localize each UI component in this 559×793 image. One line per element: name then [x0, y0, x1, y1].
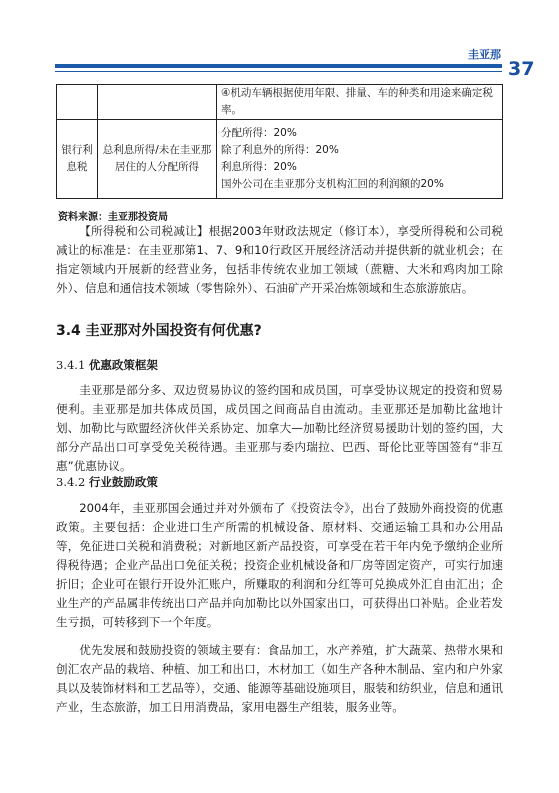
- header-label: 圭亚那: [468, 48, 501, 61]
- tax-table: [56, 84, 503, 199]
- section-heading: 3.4 圭亚那对外国投资有何优惠?: [56, 323, 262, 339]
- paragraph-industry-policy: 2004年，圭亚那国会通过并对外颁布了《投资法令》，出台了鼓励外商投资的优惠政策。主要包括：企业进口生产所需的机械设备、原材料、交通运输工具和办公用品等，免征进口关税和消费税；对新地区新产品投资，可享受在若干年内免予缴纳企业所得税待遇；企业产品出口免征关税；投资企业机械设备和厂房等固定资产，可实行加速折旧；企业可在银行开设外汇账户，所赚取的利润和分红等可兑换成外汇自由汇出；企业生产的产品属非传统出口产品并向加勒比以外国家出口，可获得出口补贴。企业若发生亏损，可转移到下一个年度。: [56, 501, 503, 629]
- rate-line: 除了利息外的所得：20%: [221, 144, 339, 156]
- header-rule-thin: [55, 71, 502, 72]
- table-cell-tax-base: 总利息所得/未在圭亚那居住的人分配所得: [98, 120, 217, 199]
- paragraph-priority-sectors: 优先发展和鼓励投资的领域主要有：食品加工，水产养殖，扩大蔬菜、热带水果和创汇农产品的栽培、种植、加工和出口，木材加工（如生产各种木制品、室内和户外家具以及装饰材料和工艺品等），交通、能源等基础设施项目，服装和纺织业，信息和通讯产业，生态旅游，加工日用消费品，家用电器生产组装，服务业等。: [56, 643, 503, 714]
- rate-line: 国外公司在圭亚那分支机构汇回的利润额的20%: [221, 178, 444, 190]
- page-number: 37: [508, 58, 535, 80]
- table-cell: [98, 85, 217, 120]
- rate-line: 分配所得：20%: [221, 127, 297, 139]
- subsection-title: 行业鼓励政策: [88, 475, 158, 489]
- paragraph-framework: 圭亚那是部分多、双边贸易协议的签约国和成员国，可享受协议规定的投资和贸易便利。圭亚那是加共体成员国，成员国之间商品自由流动。圭亚那还是加勒比盆地计划、加勒比与欧盟经济伙伴关系协定、加拿大—加勒比经济贸易援助计划的签约国，大部分产品出口可享受免关税待遇。圭亚那与委内瑞拉、巴西、哥伦比亚等国签有“非互惠”优惠协议。: [56, 383, 503, 473]
- subsection-number: 3.4.2: [56, 475, 86, 489]
- table-cell-tax-rates: [217, 120, 503, 199]
- subsection-heading-framework: [56, 357, 158, 373]
- rate-line: 利息所得：20%: [221, 161, 297, 173]
- subsection-number: 3.4.1: [56, 358, 86, 372]
- table-source: 资料来源：圭亚那投资局: [58, 212, 168, 223]
- subsection-title: 优惠政策框架: [88, 358, 158, 372]
- paragraph-tax-relief: 【所得税和公司税减让】根据2003年财政法规定（修订本），享受所得税和公司税减让的标准是：在圭亚那第1、7、9和10行政区开展经济活动并提供新的就业机会；在指定领域内开展新的经营业务，包括非传统农业加工领域（蔗糖、大米和鸡肉加工除外）、信息和通信技术领域（零售除外）、石油矿产开采冶炼领域和生态旅游旅店。: [56, 224, 503, 295]
- table-cell: [57, 85, 98, 120]
- header-rule: [55, 64, 502, 68]
- table-row: [57, 85, 503, 120]
- table-cell-vehicle-tax: ④机动车辆根据使用年限、排量、车的种类和用途来确定税率。: [217, 85, 503, 120]
- table-cell-tax-name: 银行利息税: [57, 120, 98, 199]
- subsection-heading-industry: [56, 474, 158, 490]
- table-row: [57, 120, 503, 199]
